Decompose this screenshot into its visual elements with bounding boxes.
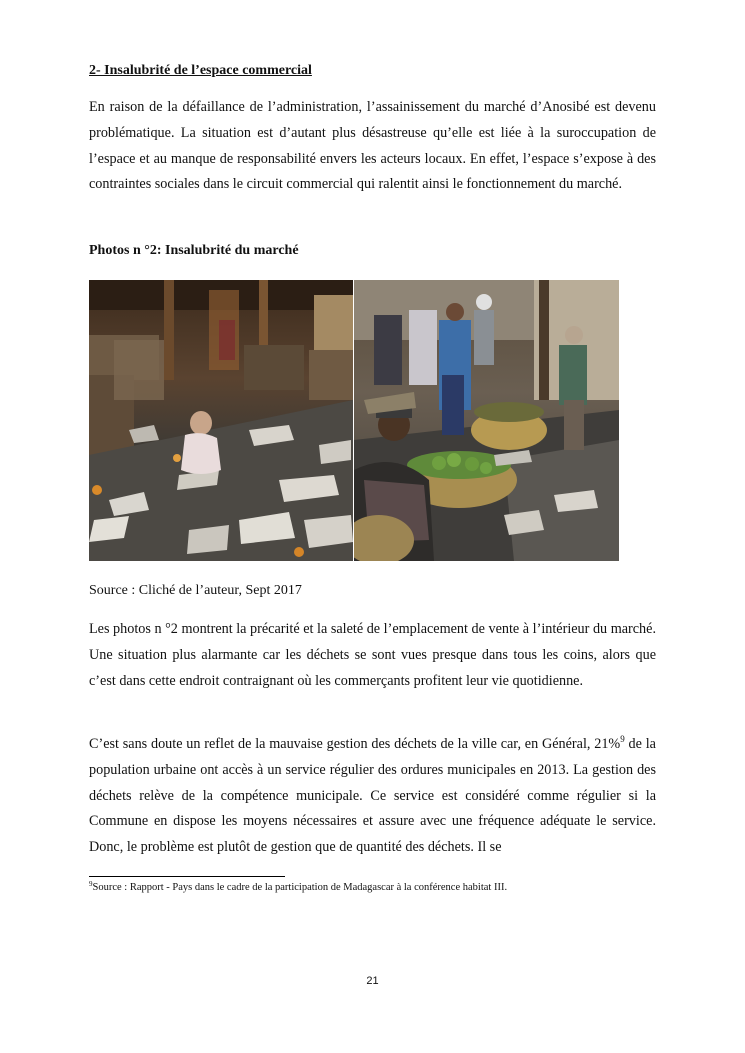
figure-source: Source : Cliché de l’auteur, Sept 2017: [89, 583, 302, 598]
footnote-text: Source : Rapport - Pays dans le cadre de la participation de Madagascar à la conférence habitat III.: [92, 882, 508, 893]
market-photo-left: [89, 280, 353, 561]
footnote-separator: [89, 876, 285, 877]
footnote-reference: 9: [620, 734, 625, 744]
paragraph-2: Les photos n °2 montrent la précarité et la saleté de l’emplacement de vente à l’intérieur du marché. Une situation plus alarmante car les déchets se sont vues presque dans tous les coins, alors que c’est dans cette endroit contraignant où les commerçants profitent leur vie quotidienne.: [89, 621, 656, 689]
paragraph-3-part-2: de la population urbaine ont accès à un service régulier des ordures municipales en 2013. La gestion des déchets relève de la compétence municipale. Ce service est considéré comme régulier si la Commune en dispose les moyens nécessaires et assure avec une fréquence adéquate le service. Donc, le problème est plutôt de gestion que de quantité des déchets. Il se: [89, 736, 656, 856]
paragraph-3-part-1: C’est sans doute un reflet de la mauvaise gestion des déchets de la ville car, en Général, 21%: [89, 736, 621, 752]
market-photo-right: [354, 280, 619, 561]
footnote-number: 9: [89, 880, 93, 888]
figure-caption: Photos n °2: Insalubrité du marché: [89, 243, 299, 258]
paragraph-3: [89, 732, 656, 861]
page-number: 21: [366, 975, 379, 987]
footnote: [89, 882, 507, 893]
paragraph-1: En raison de la défaillance de l’administration, l’assainissement du marché d’Anosibé est devenu problématique. La situation est d’autant plus désastreuse qu’elle est liée à la suroccupation de l’espace et au manque de responsabilité envers les acteurs locaux. En effet, l’espace s’expose à des contraintes sociales dans le circuit commercial qui ralentit ainsi le fonctionnement du marché.: [89, 99, 656, 193]
photo-pair: [89, 280, 619, 561]
section-title: 2- Insalubrité de l’espace commercial: [89, 63, 312, 78]
